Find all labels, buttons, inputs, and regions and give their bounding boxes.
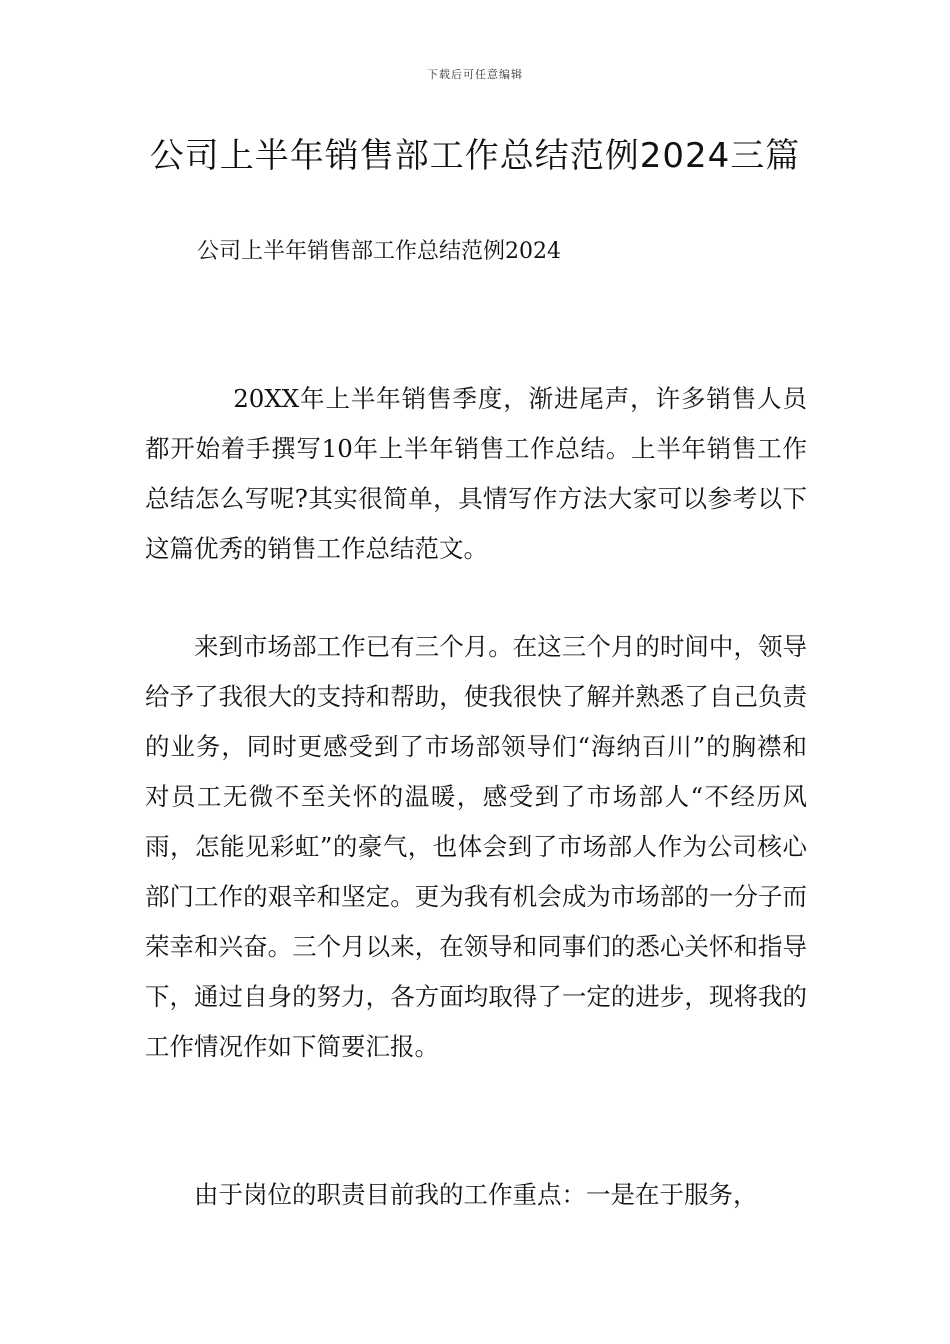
header-note: 下载后可任意编辑 (427, 68, 523, 81)
body-paragraph: 来到市场部工作已有三个月。在这三个月的时间中，领导给予了我很大的支持和帮助，使我很快了解并熟悉了自己负责的业务，同时更感受到了市场部领导们“海纳百川”的胸襟和对员工无微不至关怀的温暖，感受到了市场部人“不经历风雨，怎能见彩虹”的豪气，也体会到了市场部人作为公司核心部门工作的艰辛和坚定。更为我有机会成为市场部的一分子而荣幸和兴奋。三个月以来，在领导和同事们的悉心关怀和指导下，通过自身的努力，各方面均取得了一定的进步，现将我的工作情况作如下简要汇报。 (145, 632, 807, 1061)
body-paragraph: 由于岗位的职责目前我的工作重点：一是在于服务， (194, 1180, 758, 1209)
body-paragraph: 20XX年上半年销售季度，渐进尾声，许多销售人员都开始着手撰写10年上半年销售工作总结。上半年销售工作总结怎么写呢?其实很简单，具情写作方法大家可以参考以下这篇优秀的销售工作总结范文。 (145, 384, 807, 563)
document-subtitle: 公司上半年销售部工作总结范例2024 (197, 239, 561, 264)
document-title: 公司上半年销售部工作总结范例2024三篇 (149, 136, 801, 176)
